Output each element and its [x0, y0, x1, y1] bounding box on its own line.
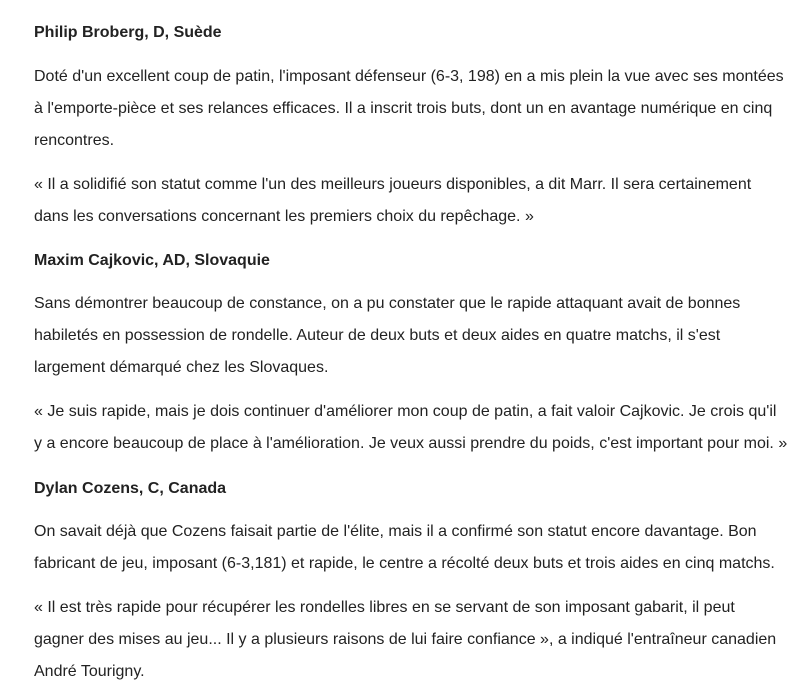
text-line: à l'emporte-pièce et ses relances efficaces. Il a inscrit trois buts, dont un en avantage numérique en cinq	[34, 100, 773, 117]
player-heading-cajkovic: Maxim Cajkovic, AD, Slovaquie	[34, 252, 270, 269]
text-line: Sans démontrer beaucoup de constance, on a pu constater que le rapide attaquant avait de bonnes	[34, 295, 741, 312]
text-line: habiletés en possession de rondelle. Auteur de deux buts et deux aides en quatre matchs, il s'est	[34, 327, 721, 344]
text-line: largement démarqué chez les Slovaques.	[34, 359, 329, 376]
text-line: gagner des mises au jeu... Il y a plusieurs raisons de lui faire confiance », a indiqué l'entraîneur canadien	[34, 631, 777, 648]
text-line: fabricant de jeu, imposant (6-3,181) et rapide, le centre a récolté deux buts et trois aides en cinq matchs.	[34, 555, 775, 572]
player-paragraph-cajkovic-stats	[34, 288, 794, 384]
player-paragraph-cozens-stats	[34, 516, 794, 580]
player-heading-broberg: Philip Broberg, D, Suède	[34, 24, 222, 41]
text-line: Doté d'un excellent coup de patin, l'imposant défenseur (6-3, 198) en a mis plein la vue avec ses montées	[34, 68, 784, 85]
player-quote-cajkovic	[34, 396, 794, 460]
text-line: rencontres.	[34, 132, 115, 149]
text-line: « Je suis rapide, mais je dois continuer d'améliorer mon coup de patin, a fait valoir Cajkovic. Je crois qu'il	[34, 403, 777, 420]
player-quote-cozens	[34, 592, 794, 688]
text-line: « Il a solidifié son statut comme l'un des meilleurs joueurs disponibles, a dit Marr. Il sera certainement	[34, 176, 752, 193]
text-line: dans les conversations concernant les premiers choix du repêchage. »	[34, 208, 534, 225]
text-line: André Tourigny.	[34, 663, 145, 680]
text-line: On savait déjà que Cozens faisait partie de l'élite, mais il a confirmé son statut encore davantage. Bon	[34, 523, 757, 540]
text-line: « Il est très rapide pour récupérer les rondelles libres en se servant de son imposant gabarit, il peut	[34, 599, 735, 616]
player-paragraph-broberg-stats	[34, 61, 794, 157]
player-quote-broberg	[34, 169, 794, 233]
text-line: y a encore beaucoup de place à l'amélioration. Je veux aussi prendre du poids, c'est important pour moi. »	[34, 435, 788, 452]
player-heading-cozens: Dylan Cozens, C, Canada	[34, 480, 227, 497]
